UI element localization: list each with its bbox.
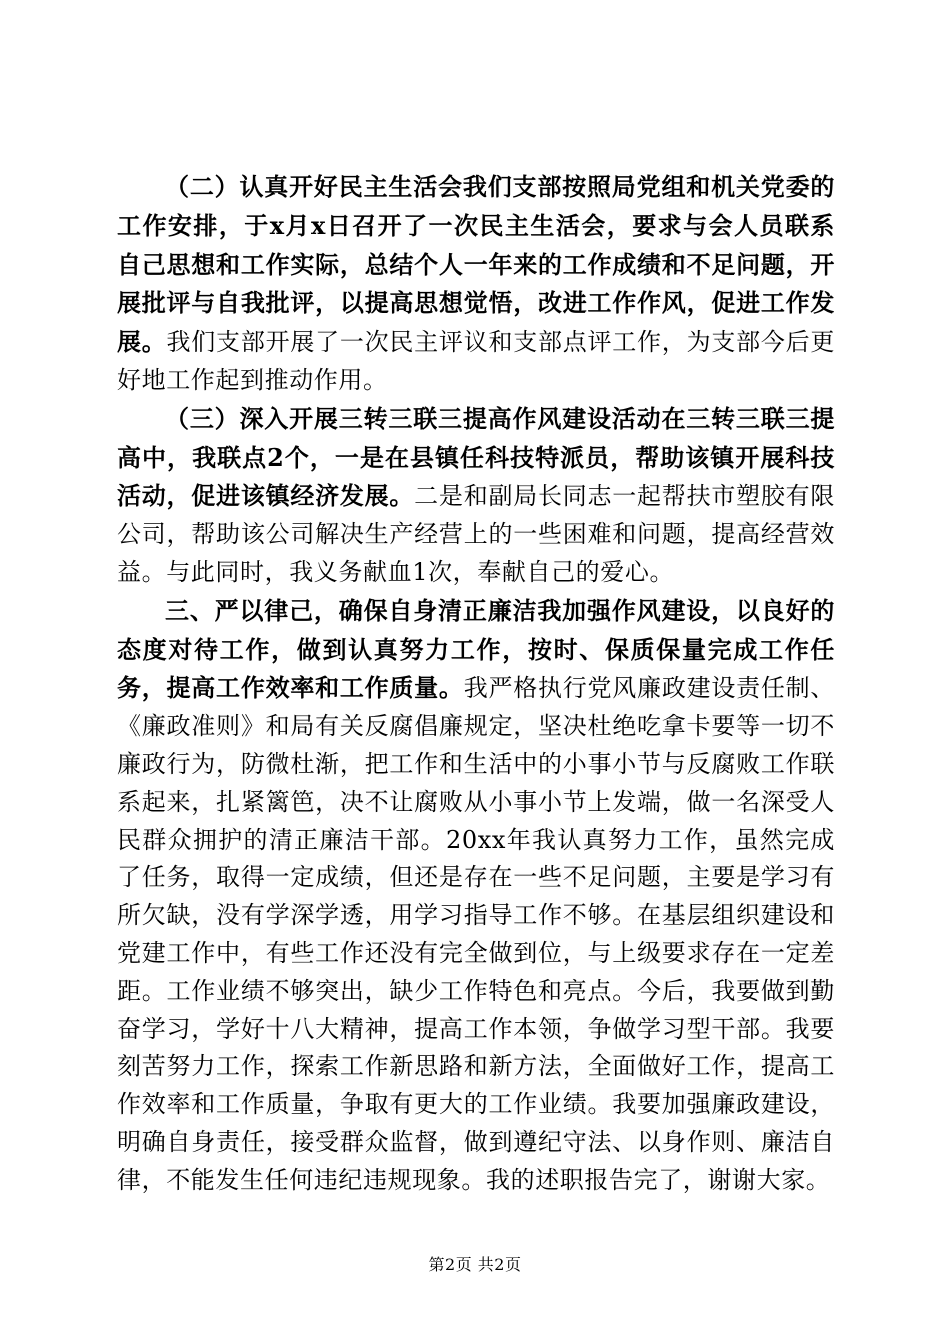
paragraph-democratic-life-meeting xyxy=(117,168,835,400)
paragraph-lead: 三、严以律己，确保自身清正廉洁我加强作风建设，以良好的态度对待工作，做到认真努力工作，按时、保质保量完成工作任务，提高工作效率和工作质量。 xyxy=(117,595,835,703)
page-footer xyxy=(0,1255,950,1275)
paragraph-body: 二是和副局长同志一起帮扶市塑胶有限公司，帮助该公司解决生产经营上的一些困难和问题，提高经营效益。与此同时，我义务献血1次，奉献自己的爱心。 xyxy=(117,482,835,586)
paragraph-lead: （二）认真开好民主生活会我们支部按照局党组和机关党委的工作安排，于x月x日召开了一次民主生活会，要求与会人员联系自己思想和工作实际，总结个人一年来的工作成绩和不足问题，开展批评与自我批评，以提高思想觉悟，改进工作作风，促进工作发展。 xyxy=(117,172,835,357)
paragraph-body: 我们支部开展了一次民主评议和支部点评工作，为支部今后更好地工作起到推动作用。 xyxy=(117,328,835,394)
paragraph-style-building-activity xyxy=(117,400,835,592)
paragraph-body: 我严格执行党风廉政建设责任制、《廉政准则》和局有关反腐倡廉规定，坚决杜绝吃拿卡要等一切不廉政行为，防微杜渐，把工作和生活中的小事小节与反腐败工作联系起来，扎紧篱笆，决不让腐败从小事小节上发端，做一名深受人民群众拥护的清正廉洁干部。20xx年我认真努力工作，虽然完成了任务，取得一定成绩，但还是存在一些不足问题，主要是学习有所欠缺，没有学深学透，用学习指导工作不够。在基层组织建设和党建工作中，有些工作还没有完全做到位，与上级要求存在一定差距。工作业绩不够突出，缺少工作特色和亮点。今后，我要做到勤奋学习，学好十八大精神，提高工作本领，争做学习型干部。我要刻苦努力工作，探索工作新思路和新方法，全面做好工作，提高工作效率和工作质量，争取有更大的工作业绩。我要加强廉政建设，明确自身责任，接受群众监督，做到遵纪守法、以身作则、廉洁自律，不能发生任何违纪违规现象。我的述职报告完了，谢谢大家。 xyxy=(117,674,835,1194)
document-body xyxy=(117,168,835,1200)
paragraph-self-discipline xyxy=(117,592,835,1200)
page-number-label: 第2页 共2页 xyxy=(428,1255,522,1274)
paragraph-lead: （三）深入开展三转三联三提高作风建设活动在三转三联三提高中，我联点2个，一是在县镇任科技特派员，帮助该镇开展科技活动，促进该镇经济发展。 xyxy=(117,403,835,511)
